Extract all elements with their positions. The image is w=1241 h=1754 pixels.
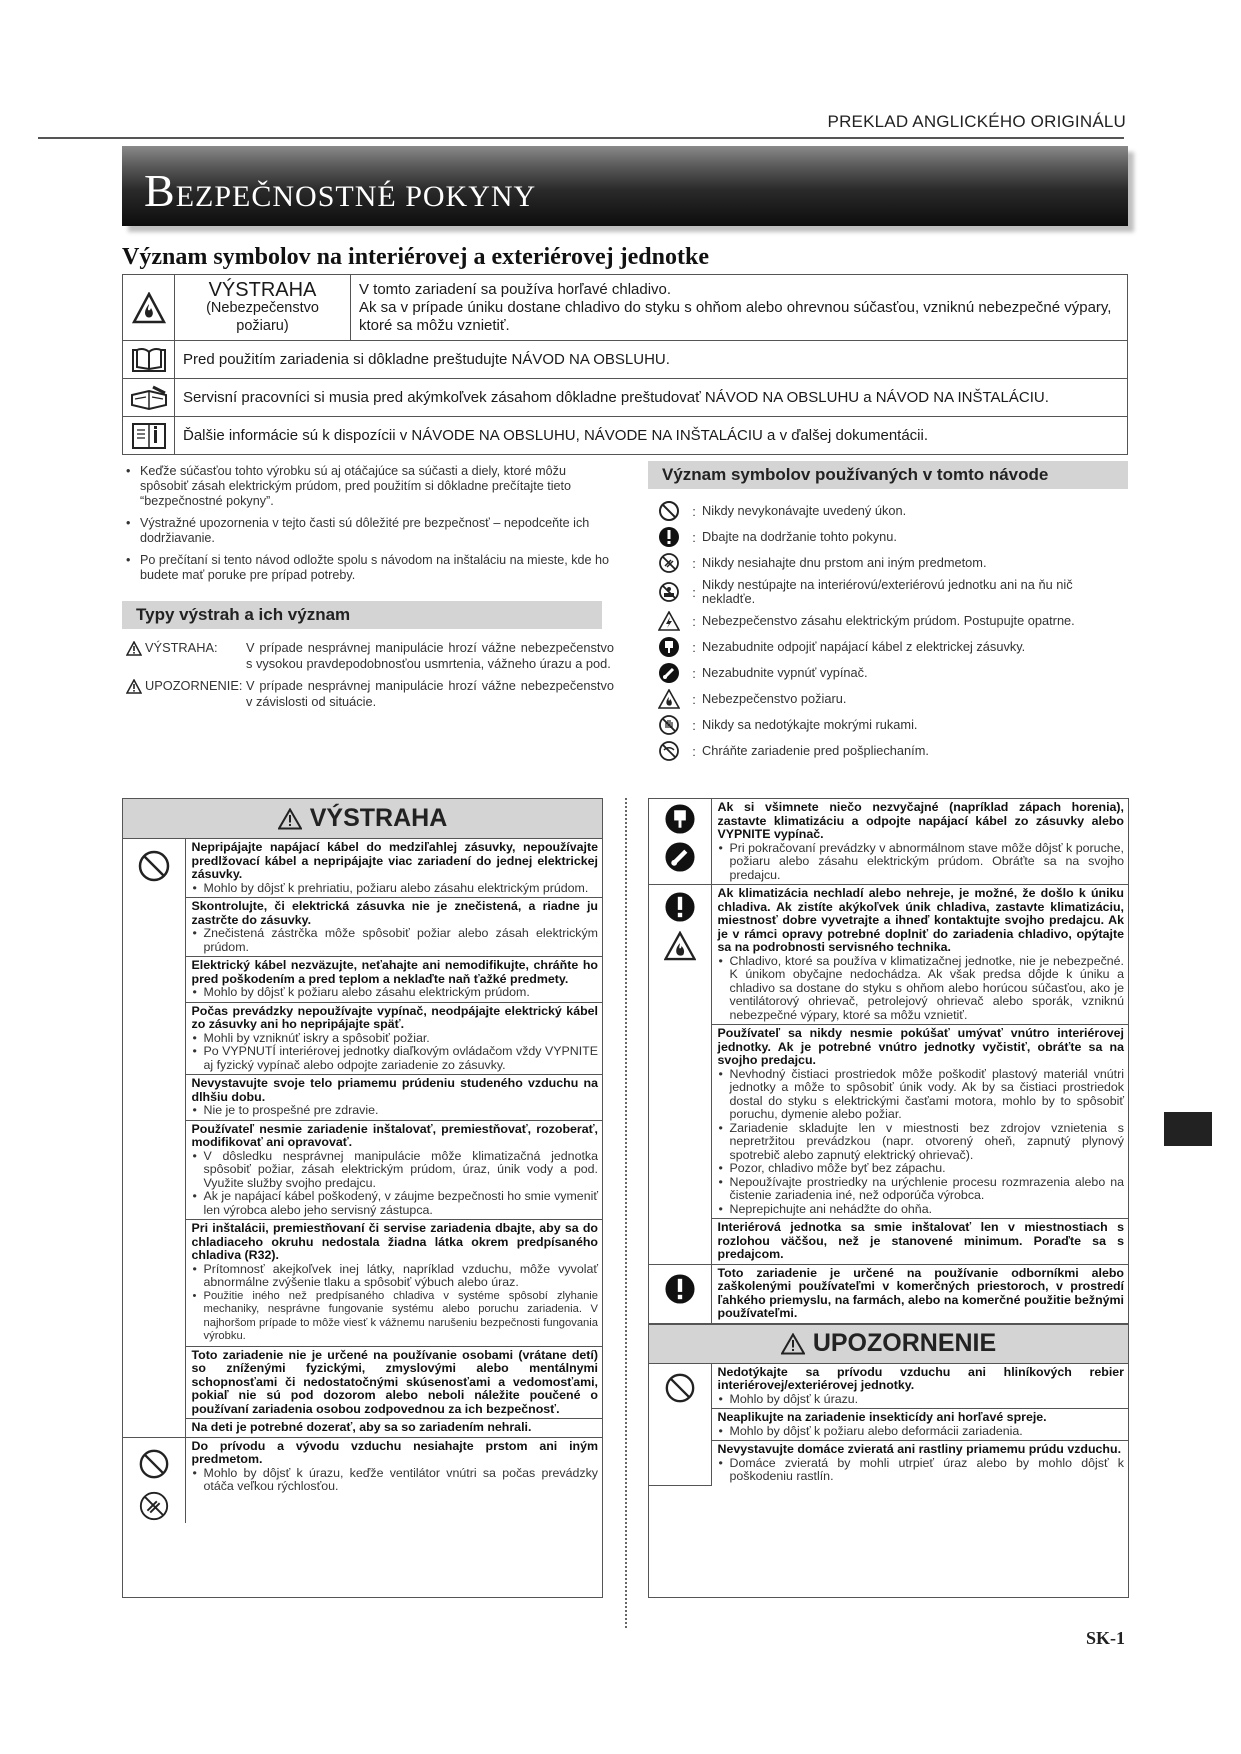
symbol-row-electric: : Nebezpečenstvo zásahu elektrickým prúdom. Postupujte opatrne. xyxy=(652,608,1128,634)
switch-off-icon xyxy=(658,662,680,684)
warning-triangle-icon xyxy=(126,641,142,656)
manual-symbols-heading: Význam symbolov používaných v tomto návode xyxy=(648,461,1128,489)
warning-box xyxy=(122,798,603,1598)
caution-triangle-icon xyxy=(126,679,142,694)
warning-item: Na deti je potrebné dozerať, aby sa so zariadením nehrali. xyxy=(185,1419,602,1438)
manual-icon-cell xyxy=(123,341,175,379)
warning-box-header: VÝSTRAHA xyxy=(123,799,602,839)
open-book-icon xyxy=(131,347,167,373)
column-divider xyxy=(625,798,627,1628)
warning-types-heading: Typy výstrah a ich význam xyxy=(122,601,602,629)
unit-symbols-table xyxy=(122,274,1128,455)
mandatory-fire-icon-cell xyxy=(649,885,711,1265)
prohibited-icon-cell xyxy=(123,839,185,1437)
prohibited-icon xyxy=(138,1448,170,1480)
warning-label-cell xyxy=(175,275,351,341)
fire-hazard-icon xyxy=(664,931,696,961)
caution-type-label: UPOZORNENIE: xyxy=(126,678,242,694)
warning-type-desc: V prípade nesprávnej manipulácie hrozí vážne nebezpečenstvo s vysokou pravdepodobnosťou usmrtenia, vážneho úrazu a pod. xyxy=(246,640,614,671)
symbol-row-wet-hands: : Nikdy sa nedotýkajte mokrými rukami. xyxy=(652,712,1128,738)
caution-item: Neaplikujte na zariadenie insekticídy ani horľavé spreje. • Mohlo by dôjsť k požiaru alebo deformácii zariadenia. xyxy=(711,1409,1128,1441)
prohibited-icon xyxy=(137,849,171,883)
caution-triangle-icon xyxy=(781,1333,805,1355)
no-step-icon xyxy=(658,581,680,603)
warning-line-1: V tomto zariadení sa používa horľavé chladivo. xyxy=(359,280,672,298)
caution-box-header: UPOZORNENIE xyxy=(649,1324,1128,1364)
info-icon-cell xyxy=(123,417,175,455)
fire-warning-icon xyxy=(132,292,166,324)
symbols-section-heading: Význam symbolov na interiérovej a exteriérovej jednotke xyxy=(122,244,709,270)
translation-note: PREKLAD ANGLICKÉHO ORIGINÁLU xyxy=(827,112,1126,131)
no-finger-icon xyxy=(658,552,680,574)
caution-type-row xyxy=(126,678,614,712)
mandatory-icon-cell xyxy=(649,1264,711,1323)
warning-item: Počas prevádzky nepoužívajte vypínač, neodpájajte elektrický kábel zo zásuvky ani ho nepripájajte späť. • Mohli by vzniknúť iskry a spôsobiť požiar. • Po VYPNUTÍ interiérovej jednotky diaľkovým ovládačom vždy VYPNITE aj fyzický vypínač alebo odpojte zariadenie zo zásuvky. xyxy=(185,1002,602,1075)
warning-text-cell xyxy=(351,275,1128,341)
warning-item: Toto zariadenie je určené na používanie odborníkmi alebo zaškolenými používateľmi v komerčných priestoroch, v prostredí ľahkého priemyslu, na farmách, alebo na komerčné použitie bežnými používateľmi. xyxy=(711,1264,1128,1323)
intro-bullet: • Výstražné upozornenia v tejto časti sú dôležité pre bezpečnosť – nepodceňte ich dodržiavanie. xyxy=(122,516,610,546)
mandatory-icon xyxy=(664,891,696,923)
info-book-icon xyxy=(131,422,167,450)
warning-line-2: Ak sa v prípade úniku dostane chladivo do styku s ohňom alebo ohrevnou súčasťou, vzniknú nebezpečné výpary, ktoré sa môžu vznietiť. xyxy=(359,298,1112,334)
right-warning-box xyxy=(648,798,1129,1598)
warning-triangle-icon xyxy=(278,808,302,830)
symbol-row-splash: : Chráňte zariadenie pred pošpliechaním. xyxy=(652,738,1128,764)
prohibited-icon xyxy=(658,500,680,522)
warning-item: Nepripájajte napájací kábel do medziľahlej zásuvky, nepoužívajte predlžovací kábel a nepripájajte viac zariadení do jednej elektrickej zásuvky. • Mohlo by dôjsť k prehriatiu, požiaru alebo zásahu elektrickým prúdom. xyxy=(185,839,602,898)
warning-item: Interiérová jednotka sa smie inštalovať len v miestnostiach s rozlohou väčšou, než je stanovené minimum. Poraďte sa s predajcom. xyxy=(711,1219,1128,1265)
caution-item: Nedotýkajte sa prívodu vzduchu ani hliníkových rebier interiérovej/exteriérovej jednotky. • Mohlo by dôjsť k úrazu. xyxy=(711,1364,1128,1409)
no-splash-icon xyxy=(658,740,680,762)
page-number: SK-1 xyxy=(1085,1628,1125,1648)
intro-bullet: • Keďže súčasťou tohto výrobku sú aj otáčajúce sa súčasti a diely, ktoré môžu spôsobiť zásah elektrickým prúdom, pred použitím si dôkladne prečítajte tieto “bezpečnostné pokyny”. xyxy=(122,464,610,509)
unplug-icon xyxy=(658,636,680,658)
finger-icons-cell xyxy=(123,1437,185,1523)
symbol-row-switch-off: : Nezabudnite vypnúť vypínač. xyxy=(652,660,1128,686)
warning-item: Ak klimatizácia nechladí alebo nehreje, je možné, že došlo k úniku chladiva. Ak zistíte akýkoľvek únik chladiva, zastavte klimatizáciu, miestnosť dobre vyvetrajte a ihneď kontaktujte svojho predajcu. Ak je v rámci opravy potrebné doplniť do zariadenia chladivo, opýtajte sa na podrobnosti servisného technika. • Chladivo, ktoré sa používa v klimatizačnej jednotke, nie je nebezpečné. K únikom obyčajne nedochádza. Ak však predsa dôjde k úniku a chladivo sa dostane do styku s ohňom alebo horúcou súčasťou, ako je ventilátorový ohrievač, petrolejový ohrievač alebo sporák, vzniknú nebezpečné výpary, ktoré sa môžu vznietiť. xyxy=(711,885,1128,1025)
warning-rows xyxy=(123,839,602,1523)
prohibited-icon xyxy=(664,1372,696,1404)
symbol-row-no-finger: : Nikdy nesiahajte dnu prstom ani iným predmetom. xyxy=(652,550,1128,576)
symbol-row-mandatory: : Dbajte na dodržanie tohto pokynu. xyxy=(652,524,1128,550)
symbol-row-prohibited: : Nikdy nevykonávajte uvedený úkon. xyxy=(652,498,1128,524)
no-wet-hands-icon xyxy=(658,714,680,736)
caution-item: Nevystavujte domáce zvieratá ani rastliny priamemu prúdu vzduchu. • Domáce zvieratá by mohli utrpieť úraz alebo by mohlo dôjsť k poškodeniu rastlín. xyxy=(711,1441,1128,1486)
service-icon-cell xyxy=(123,379,175,417)
intro-bullets xyxy=(122,464,610,590)
mandatory-icon xyxy=(658,526,680,548)
caution-rows xyxy=(649,1364,1128,1487)
fire-hazard-icon xyxy=(658,689,680,709)
prohibited-icon-cell xyxy=(649,1364,711,1486)
title-banner xyxy=(122,146,1128,226)
warning-item: Do prívodu a vývodu vzduchu nesiahajte prstom ani iným predmetom. • Mohlo by dôjsť k úrazu, keďže ventilátor vnútri sa počas prevádzky otáča veľkou rýchlosťou. xyxy=(185,1437,602,1523)
symbol-row-fire: : Nebezpečenstvo požiaru. xyxy=(652,686,1128,712)
mandatory-icon xyxy=(664,1273,696,1305)
warning-item: Nevystavujte svoje telo priamemu prúdeniu studeného vzduchu na dlhšiu dobu. • Nie je to prospešné pre zdravie. xyxy=(185,1075,602,1121)
right-warning-rows xyxy=(649,799,1128,1324)
intro-bullet: • Po prečítaní si tento návod odložte spolu s návodom na inštaláciu na mieste, kde ho budete mať poruke pre prípad potreby. xyxy=(122,553,610,583)
switch-off-icon xyxy=(664,841,696,873)
electric-shock-icon xyxy=(658,611,680,631)
info-text: Ďalšie informácie sú k dispozícii v NÁVODE NA OBSLUHU, NÁVODE NA INŠTALÁCIU a v ďalšej dokumentácii. xyxy=(175,417,1128,455)
warning-item: Toto zariadenie nie je určené na používanie osobami (vrátane detí) so zníženými fyzickými, zmyslovými alebo mentálnymi schopnosťami či nedostatočnými skúsenosťami a vedomosťami, pokiaľ nie sú pod dozorom alebo neboli náležite poučené o používaní zariadenia osobou zodpovednou za ich bezpečnosť. xyxy=(185,1346,602,1419)
warning-type-label: VÝSTRAHA: xyxy=(126,640,218,656)
warning-item: Pri inštalácii, premiestňovaní či servise zariadenia dbajte, aby sa do chladiaceho okruhu nedostala žiadna látka okrem predpísaného chladiva (R32). • Prítomnosť akejkoľvek inej látky, napríklad vzduchu, môže vyvolať abnormálne zvýšenie tlaku a spôsobiť výbuch alebo úraz. • Použitie iného než predpísaného chladiva v systéme spôsobí zlyhanie mechaniky, nesprávne fungovanie systému alebo poruchu zariadenia. V najhoršom prípade to môže viesť k vážnemu narušeniu bezpečnosti fungovania výrobku. xyxy=(185,1220,602,1347)
service-manual-icon xyxy=(129,385,169,411)
warning-item: Skontrolujte, či elektrická zásuvka nie je znečistená, a riadne ju zastrčte do zásuvky. • Znečistená zástrčka môže spôsobiť požiar alebo zásah elektrickým prúdom. xyxy=(185,898,602,957)
warning-item: Používateľ nesmie zariadenie inštalovať, premiestňovať, rozoberať, modifikovať ani opravovať. • V dôsledku nesprávnej manipulácie môže klimatizačná jednotka spôsobiť požiar, zásah elektrickým prúdom, úraz, únik vody a pod. Využite služby svojho predajcu. • Ak je napájací kábel poškodený, v záujme bezpečnosti ho smie vymeniť len výrobca alebo jeho servisný zástupca. xyxy=(185,1120,602,1220)
warning-item: Elektrický kábel nezväzujte, neťahajte ani nemodifikujte, chráňte ho pred poškodením a pred teplom a neklaďte naň ťažké predmety. • Mohlo by dôjsť k požiaru alebo zásahu elektrickým prúdom. xyxy=(185,957,602,1003)
no-finger-icon xyxy=(138,1490,170,1522)
warning-type-row xyxy=(126,640,614,674)
caution-type-desc: V prípade nesprávnej manipulácie hrozí vážne nebezpečenstvo v závislosti od situácie. xyxy=(246,678,614,709)
symbol-row-unplug: : Nezabudnite odpojiť napájací kábel z elektrickej zásuvky. xyxy=(652,634,1128,660)
warning-label: VÝSTRAHA xyxy=(208,278,317,301)
symbol-row-no-step: : Nikdy nestúpajte na interiérovú/exteriérovú jednotku ani na ňu nič nekladťe. xyxy=(652,576,1128,608)
manual-symbols-list xyxy=(652,498,1128,764)
warning-sublabel: (Nebezpečenstvo požiaru) xyxy=(206,299,319,334)
service-text: Servisní pracovníci si musia pred akýmkoľvek zásahom dôkladne preštudovať NÁVOD NA OBSLUHU a NÁVOD NA INŠTALÁCIU. xyxy=(175,379,1128,417)
unplug-switch-icon-cell xyxy=(649,799,711,885)
language-side-tab xyxy=(1164,1112,1212,1146)
warning-item: Ak si všimnete niečo nezvyčajné (napríklad zápach horenia), zastavte klimatizáciu a odpojte napájací kábel zo zásuvky alebo VYPNITE vypínač. • Pri pokračovaní prevádzky v abnormálnom stave môže dôjsť k poruche, požiaru alebo zásahu elektrickým prúdom. Obráťte sa na svojho predajcu. xyxy=(711,799,1128,885)
fire-warning-icon-cell xyxy=(123,275,175,341)
unplug-icon xyxy=(664,803,696,835)
page-title: BEZPEČNOSTNÉ POKYNY xyxy=(144,165,537,216)
warning-item: Používateľ sa nikdy nesmie pokúšať umývať vnútro interiérovej jednotky. Ak je potrebné vnútro jednotky vyčistiť, obráťte sa na svojho predajcu. • Nevhodný čistiaci prostriedok môže poškodiť plastový materiál vnútri jednotky a môže to spôsobiť únik vody. Ak by sa čistiaci prostriedok dostal do styku s elektrickými časťami motora, mohlo by to spôsobiť poruchu, dymenie alebo požiar. • Zariadenie skladujte len v miestnosti bez zdrojov vznietenia s nepretržitou prevádzkou (napr. otvorený oheň, zapnutý plynový spotrebič alebo zapnutý elektrický ohrievač). • Pozor, chladivo môže byť bez zápachu. • Nepoužívajte prostriedky na urýchlenie procesu rozmrazenia alebo na čistenie zariadenia iné, než odporúča výrobca. • Neprepichujte ani nehádžte do ohňa. xyxy=(711,1025,1128,1219)
manual-text: Pred použitím zariadenia si dôkladne preštudujte NÁVOD NA OBSLUHU. xyxy=(175,341,1128,379)
header-rule xyxy=(38,137,1124,139)
